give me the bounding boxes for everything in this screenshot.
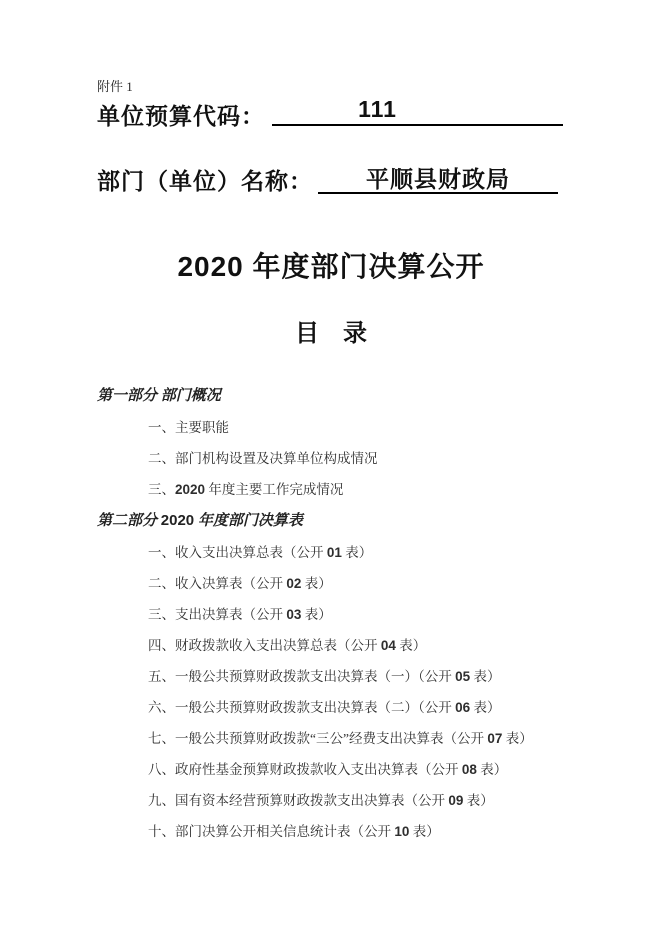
- attachment-label: 附件 1: [97, 79, 133, 94]
- toc-section-heading: 第二部分 2020 年度部门决算表: [97, 512, 303, 529]
- budget-code-label: 单位预算代码：: [97, 103, 265, 129]
- budget-code-value: 111: [272, 96, 563, 126]
- toc-item: 三、支出决算表（公开 03 表）: [148, 607, 332, 622]
- dept-name-value: 平顺县财政局: [318, 161, 558, 194]
- toc-item: 三、2020 年度主要工作完成情况: [148, 482, 344, 497]
- toc-title: 目 录: [295, 320, 367, 347]
- dept-name-label: 部门（单位）名称：: [97, 168, 313, 194]
- toc-item: 二、收入决算表（公开 02 表）: [148, 576, 332, 591]
- toc-item: 六、一般公共预算财政拨款支出决算表（二）（公开 06 表）: [148, 700, 501, 715]
- toc-item: 一、主要职能: [148, 420, 229, 435]
- toc-item: 九、国有资本经营预算财政拨款支出决算表（公开 09 表）: [148, 793, 494, 808]
- toc-item: 五、一般公共预算财政拨款支出决算表（一）（公开 05 表）: [148, 669, 501, 684]
- toc-item: 二、部门机构设置及决算单位构成情况: [148, 451, 378, 466]
- toc-item: 七、一般公共预算财政拨款“三公”经费支出决算表（公开 07 表）: [148, 731, 533, 746]
- toc-item: 一、收入支出决算总表（公开 01 表）: [148, 545, 373, 560]
- document-title: 2020 年度部门决算公开: [177, 251, 485, 282]
- toc-list: [97, 381, 597, 847]
- toc-item: 十、部门决算公开相关信息统计表（公开 10 表）: [148, 824, 440, 839]
- toc-item: 八、政府性基金预算财政拨款收入支出决算表（公开 08 表）: [148, 762, 508, 777]
- toc-item: 四、财政拨款收入支出决算总表（公开 04 表）: [148, 638, 427, 653]
- toc-section-heading: 第一部分 部门概况: [97, 388, 221, 404]
